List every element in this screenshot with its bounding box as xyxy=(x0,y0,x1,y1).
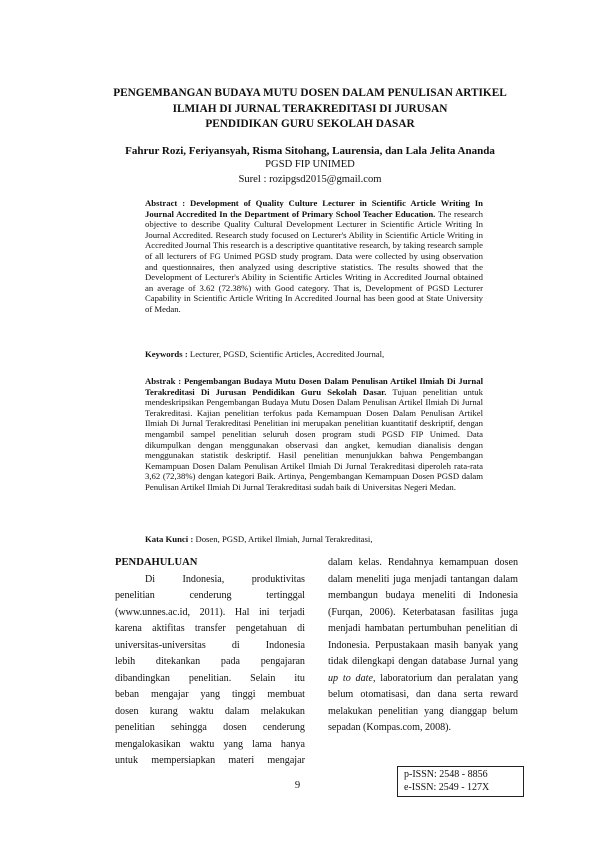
word: mengalokasikan xyxy=(115,738,181,750)
right-column-italic-text: up to date xyxy=(328,672,373,684)
abstract-indonesian xyxy=(145,376,483,493)
word: kurang xyxy=(149,705,178,717)
left-column-line xyxy=(115,753,305,770)
title-line-3: PENDIDIKAN GURU SEKOLAH DASAR xyxy=(205,118,415,130)
word: lama xyxy=(252,738,272,750)
word: dibandingkan xyxy=(115,672,170,684)
word: sehingga xyxy=(171,722,207,733)
left-column-line xyxy=(115,704,305,721)
word: waktu xyxy=(188,705,214,717)
keywords-indonesian-text: Dosen, PGSD, Artikel Ilmiah, Jurnal Terakreditasi, xyxy=(195,534,373,544)
word: transfer xyxy=(194,623,226,634)
word: (www.unnes.ac.id, xyxy=(115,606,191,618)
left-column-line xyxy=(115,737,305,754)
word: penelitian. xyxy=(188,672,232,684)
word: hanya xyxy=(280,738,305,750)
left-column-line xyxy=(115,687,305,704)
word: untuk xyxy=(115,755,138,766)
word: mempersiapkan xyxy=(151,755,216,766)
word: pengetahuan xyxy=(235,623,287,634)
abstract-indonesian-text: Tujuan penelitian untuk mendeskripsikan Pengembangan Budaya Mutu Dosen Dalam Penulisan Artikel Ilmiah Di Jurnal Terakreditasi. Kajian penelitian terfokus pada Kemampuan Dosen Dalam Penulisan Artikel Ilmiah Di Jurnal Terakreditasi Penelitian ini merupakan penelitian kuantitatif deskriptif, dengan mengambil sampel penelitian seluruh dosen program studi PGSD FIP Unimed. Data dikumpulkan dengan menggunakan observasi dan angket, kemudian dianalisis dengan menggunakan statistik deskriptif. Hasil penelitian menunjukkan bahwa Pengembangan Kemampuan Dosen Dalam Penulisan Artikel Ilmiah Di Jurnal Terakreditasi diperoleh rata-rata 3,62 (72,38%) dengan kategori Baik. Artinya, Pengembangan Kemampuan Dosen PGSD dalam Penulisan Artikel Ilmiah Di Jurnal Terakreditasi sudah baik di Universitas Negeri Medan. xyxy=(145,386,483,492)
author-list: Fahrur Rozi, Feriyansyah, Risma Sitohang, Laurensia, dan Lala Jelita Ananda xyxy=(125,145,495,157)
word: melakukan xyxy=(260,705,305,717)
left-column-line xyxy=(115,638,305,655)
left-column-line xyxy=(115,671,305,688)
word: yang xyxy=(223,738,244,750)
affiliation: PGSD FIP UNIMED xyxy=(265,159,355,170)
word: ditekankan xyxy=(155,656,201,667)
left-column-line xyxy=(115,654,305,671)
word: penelitian xyxy=(115,722,155,733)
author-email: Surel : rozipgsd2015@gmail.com xyxy=(238,174,382,185)
word: karena xyxy=(115,623,142,634)
right-column-text-2: , laboratorium dan peralatan yang belum otomatisasi, dan dana serta reward melakukan penelitian yang dianggap belum sepadan (Kompas.com, 2008). xyxy=(328,672,518,733)
abstract-english-text: The research objective to describe Quality Cultural Development Lecturer in Scientific Article Writing In Journal Accredited. Research study focused on Lecturer's Ability in Scientific Article Writing in Accredited Journal This research is a descriptive quantitative research, by taking research sample of all lecturers of FG Unimed PGSD study program. Data were collected by using observation and questionnaires, then analyzed using descriptive statistics. The results showed that the Development of Lecturer's Ability in Scientific Articles Writing in Accredited Journal obtained an average of 3.62 (72.38%) with Good category. That is, Development of PGSD Lecturer Capability in Scientific Article Writing In Accredited Journal has been good at State University of Medan. xyxy=(145,208,483,314)
word: dosen xyxy=(223,722,247,733)
word: terjadi xyxy=(279,606,305,618)
word: waktu xyxy=(189,738,215,750)
abstract-english-label: Abstract : Development of Quality Culture Lecturer in Scientific Article Writing In Journal Accredited In the Department of Primary School Teacher Education. xyxy=(145,198,483,219)
word: 2011). xyxy=(199,606,226,618)
left-column-line xyxy=(115,572,305,589)
left-column-line xyxy=(115,720,305,737)
word: di xyxy=(231,639,240,651)
title-line-1: PENGEMBANGAN BUDAYA MUTU DOSEN DALAM PENULISAN ARTIKEL xyxy=(113,87,507,99)
keywords-indonesian-label: Kata Kunci : xyxy=(145,534,196,544)
word: Selain xyxy=(250,672,276,684)
word: cenderung xyxy=(189,590,232,601)
word: Indonesia xyxy=(265,639,305,651)
word: di xyxy=(297,623,305,634)
section-heading: PENDAHULUAN xyxy=(115,557,198,568)
abstract-indonesian-label: Abstrak : Pengembangan Budaya Mutu Dosen Dalam Penulisan Artikel Ilmiah Di Jurnal Terakreditasi Di Jurusan Pendidikan Guru Sekolah Dasar. xyxy=(145,376,483,397)
word: dosen xyxy=(115,705,139,717)
word: Di xyxy=(145,573,156,585)
body-left-column xyxy=(115,555,305,770)
left-column-text xyxy=(115,572,305,770)
word: materi xyxy=(228,755,255,766)
keywords-english-text: Lecturer, PGSD, Scientific Articles, Accredited Journal, xyxy=(189,349,385,359)
word: Hal xyxy=(234,606,250,618)
word: universitas-universitas xyxy=(115,639,206,651)
keywords-english xyxy=(145,349,483,360)
word: lebih xyxy=(115,656,136,667)
word: cenderung xyxy=(262,722,305,733)
word: aktifitas xyxy=(152,623,185,634)
title-line-2: ILMIAH DI JURNAL TERAKREDITASI DI JURUSAN xyxy=(172,102,448,115)
left-column-line xyxy=(115,588,305,605)
word: pada xyxy=(220,656,240,667)
word: penelitian xyxy=(115,590,155,601)
keywords-indonesian xyxy=(145,534,483,545)
print-issn: p-ISSN: 2548 - 8856 xyxy=(404,769,488,780)
word: beban xyxy=(115,689,140,700)
word: mengajar xyxy=(151,689,189,700)
word: membuat xyxy=(267,689,305,700)
right-column-text-1: dalam kelas. Rendahnya kemampuan dosen dalam meneliti juga menjadi tantangan dalam membangun budaya meneliti di Indonesia (Furqan, 2006). Keterbatasan fasilitas juga menjadi hambatan pertumbuhan penelitian di Indonesia. Perpustakaan masih banyak yang tidak dilengkapi dengan database Jurnal yang xyxy=(328,557,518,667)
word: mengajar xyxy=(267,755,305,766)
keywords-english-label: Keywords : xyxy=(145,349,190,359)
left-column-line xyxy=(115,605,305,622)
word: Indonesia, xyxy=(182,573,225,585)
word: yang xyxy=(200,689,221,700)
body-right-column xyxy=(328,555,518,737)
left-column-line xyxy=(115,621,305,638)
abstract-english xyxy=(145,198,483,315)
page-number: 9 xyxy=(294,780,301,791)
word: tinggi xyxy=(231,689,256,700)
word: pengajaran xyxy=(260,656,305,667)
online-issn: e-ISSN: 2549 - 127X xyxy=(404,781,490,793)
word: produktivitas xyxy=(251,573,305,585)
word: tertinggal xyxy=(266,590,305,601)
word: ini xyxy=(258,606,270,618)
word: itu xyxy=(294,672,305,684)
word: dalam xyxy=(224,705,250,717)
paper-title xyxy=(100,86,520,133)
